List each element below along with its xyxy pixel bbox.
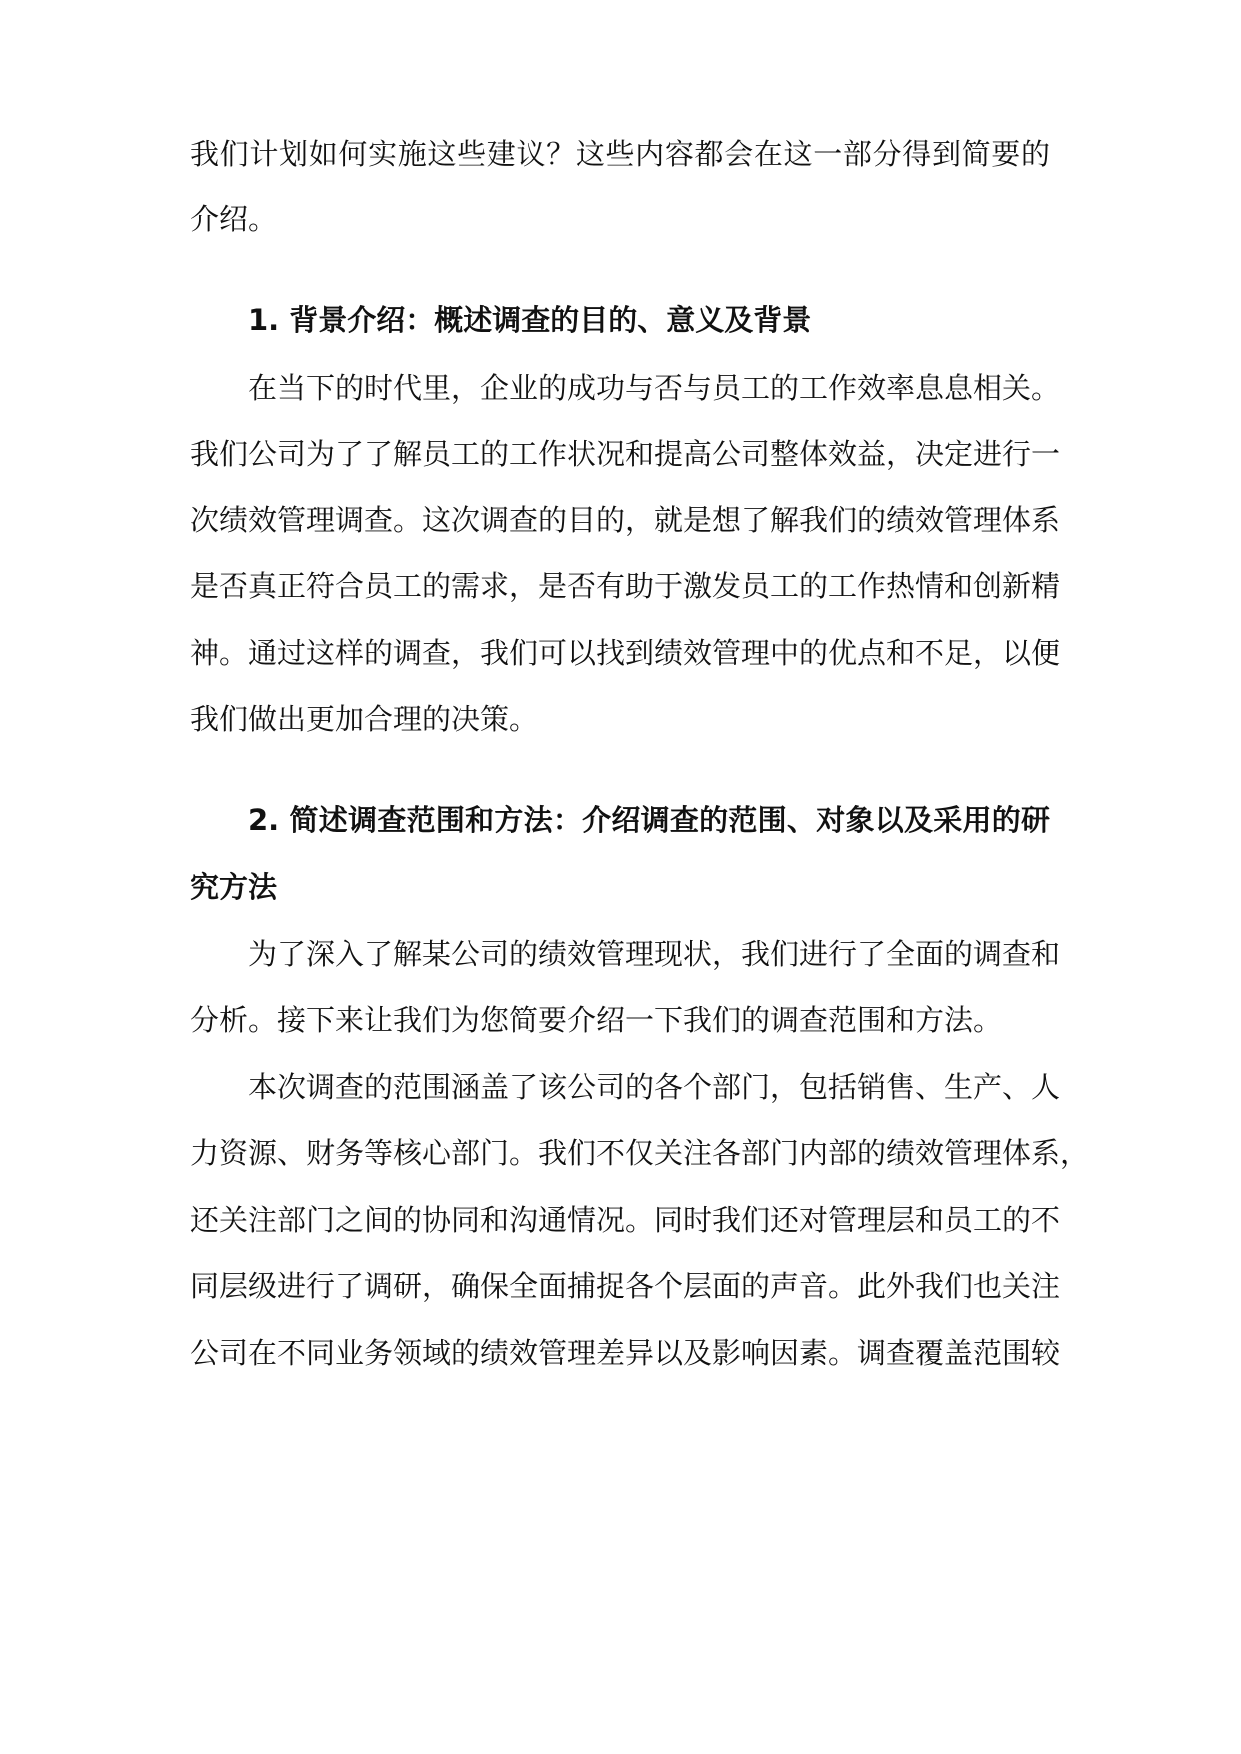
section-2-p1-line-1: 为了深入了解某公司的绩效管理现状，我们进行了全面的调查和 <box>248 937 1061 971</box>
section-2-p2-line-3: 还关注部门之间的协同和沟通情况。同时我们还对管理层和员工的不 <box>190 1203 1061 1237</box>
section-2-p2-line-2: 力资源、财务等核心部门。我们不仅关注各部门内部的绩效管理体系， <box>190 1136 1090 1170</box>
section-2-p2-line-4: 同层级进行了调研，确保全面捕捉各个层面的声音。此外我们也关注 <box>190 1269 1061 1303</box>
section-1-heading: 1. 背景介绍：概述调查的目的、意义及背景 <box>248 303 812 337</box>
intro-line-1: 我们计划如何实施这些建议？这些内容都会在这一部分得到简要的 <box>190 137 1050 171</box>
section-2-heading-line-1: 2. 简述调查范围和方法：介绍调查的范围、对象以及采用的研 <box>248 803 1050 837</box>
section-1-line-1: 在当下的时代里，企业的成功与否与员工的工作效率息息相关。 <box>248 371 1061 405</box>
section-1-line-3: 次绩效管理调查。这次调查的目的，就是想了解我们的绩效管理体系 <box>190 503 1061 537</box>
section-1-line-2: 我们公司为了了解员工的工作状况和提高公司整体效益，决定进行一 <box>190 437 1061 471</box>
section-1-line-6: 我们做出更加合理的决策。 <box>190 702 539 736</box>
intro-line-2: 介绍。 <box>190 202 278 236</box>
section-2-p2-line-5: 公司在不同业务领域的绩效管理差异以及影响因素。调查覆盖范围较 <box>190 1336 1061 1370</box>
section-2-heading-line-2: 究方法 <box>190 870 278 904</box>
section-1-line-5: 神。通过这样的调查，我们可以找到绩效管理中的优点和不足，以便 <box>190 636 1061 670</box>
section-2-p1-line-2: 分析。接下来让我们为您简要介绍一下我们的调查范围和方法。 <box>190 1003 1003 1037</box>
section-1-line-4: 是否真正符合员工的需求，是否有助于激发员工的工作热情和创新精 <box>190 569 1061 603</box>
section-2-p2-line-1: 本次调查的范围涵盖了该公司的各个部门，包括销售、生产、人 <box>248 1070 1061 1104</box>
